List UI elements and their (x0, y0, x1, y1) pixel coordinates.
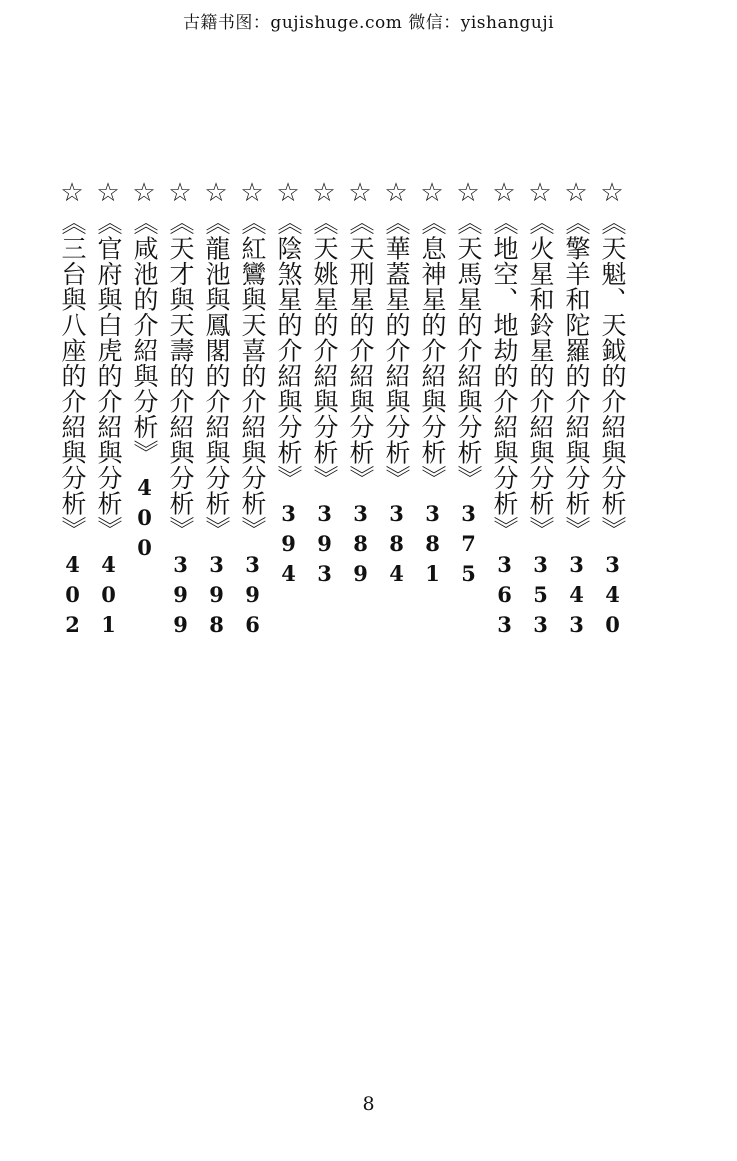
watermark-text: 古籍书图：gujishuge.com 微信：yishanguji (182, 13, 555, 33)
star-icon: ☆ (417, 178, 447, 208)
toc-entry-title: 《火星和鈴星的介紹與分析》 (526, 210, 555, 542)
toc-entry-title: 《紅鸞與天喜的介紹與分析》 (238, 210, 267, 542)
toc-entry-page: 340 (600, 551, 625, 642)
star-icon: ☆ (93, 178, 123, 208)
toc-entry (343, 178, 377, 591)
toc-entry (595, 178, 629, 642)
toc-entry-title: 《天姚星的介紹與分析》 (310, 210, 339, 491)
toc-entry-page: 400 (132, 475, 157, 565)
toc-entry-title: 《華蓋星的介紹與分析》 (382, 210, 411, 491)
toc-entry-page: 399 (168, 551, 193, 642)
toc-entry (307, 178, 341, 591)
toc-entry-title: 《龍池與鳳閣的介紹與分析》 (202, 210, 231, 542)
toc-entry-title: 《地空、地劫的介紹與分析》 (490, 210, 519, 542)
toc-entry-title: 《三台與八座的介紹與分析》 (58, 210, 87, 542)
toc-entry (415, 178, 449, 591)
toc-entry-title: 《天才與天壽的介紹與分析》 (166, 210, 195, 542)
star-icon: ☆ (129, 178, 159, 208)
toc-entry (235, 178, 269, 642)
toc-entry (451, 178, 485, 591)
toc-entry-page: 396 (240, 551, 265, 642)
toc-entry (127, 178, 161, 565)
toc-entry-page: 394 (276, 500, 301, 591)
toc-entry (523, 178, 557, 642)
star-icon: ☆ (201, 178, 231, 208)
star-icon: ☆ (597, 178, 627, 208)
toc-entry-page: 398 (204, 551, 229, 642)
toc-entry-page: 389 (348, 500, 373, 591)
star-icon: ☆ (345, 178, 375, 208)
star-icon: ☆ (237, 178, 267, 208)
toc-entry (55, 178, 89, 642)
page-number: 8 (362, 1093, 375, 1115)
toc-entry (91, 178, 125, 642)
star-icon: ☆ (165, 178, 195, 208)
toc-entry-page: 363 (492, 551, 517, 642)
toc-entry (487, 178, 521, 642)
star-icon: ☆ (57, 178, 87, 208)
toc-entry-page: 375 (456, 500, 481, 591)
star-icon: ☆ (381, 178, 411, 208)
star-icon: ☆ (453, 178, 483, 208)
toc-entry-title: 《息神星的介紹與分析》 (418, 210, 447, 491)
toc-entry-page: 393 (312, 500, 337, 591)
toc-entry-title: 《天刑星的介紹與分析》 (346, 210, 375, 491)
toc-entry-page: 343 (564, 551, 589, 642)
toc-entry-page: 353 (528, 551, 553, 642)
toc-entry-page: 402 (60, 551, 85, 642)
toc-entry-title: 《天魁、天鉞的介紹與分析》 (598, 210, 627, 542)
toc-entry (559, 178, 593, 642)
toc-entry-title: 《陰煞星的介紹與分析》 (274, 210, 303, 491)
star-icon: ☆ (309, 178, 339, 208)
star-icon: ☆ (561, 178, 591, 208)
toc-entry-page: 381 (420, 500, 445, 591)
toc-entry-page: 401 (96, 551, 121, 642)
toc-entry-page: 384 (384, 500, 409, 591)
toc-entry-title: 《天馬星的介紹與分析》 (454, 210, 483, 491)
toc-entry-title: 《咸池的介紹與分析》 (130, 210, 159, 465)
toc-entry (379, 178, 413, 591)
toc-entry-title: 《擎羊和陀羅的介紹與分析》 (562, 210, 591, 542)
star-icon: ☆ (525, 178, 555, 208)
table-of-contents (50, 178, 640, 648)
toc-entry (271, 178, 305, 591)
toc-entry (163, 178, 197, 642)
toc-entry (199, 178, 233, 642)
toc-entry-title: 《官府與白虎的介紹與分析》 (94, 210, 123, 542)
star-icon: ☆ (273, 178, 303, 208)
star-icon: ☆ (489, 178, 519, 208)
